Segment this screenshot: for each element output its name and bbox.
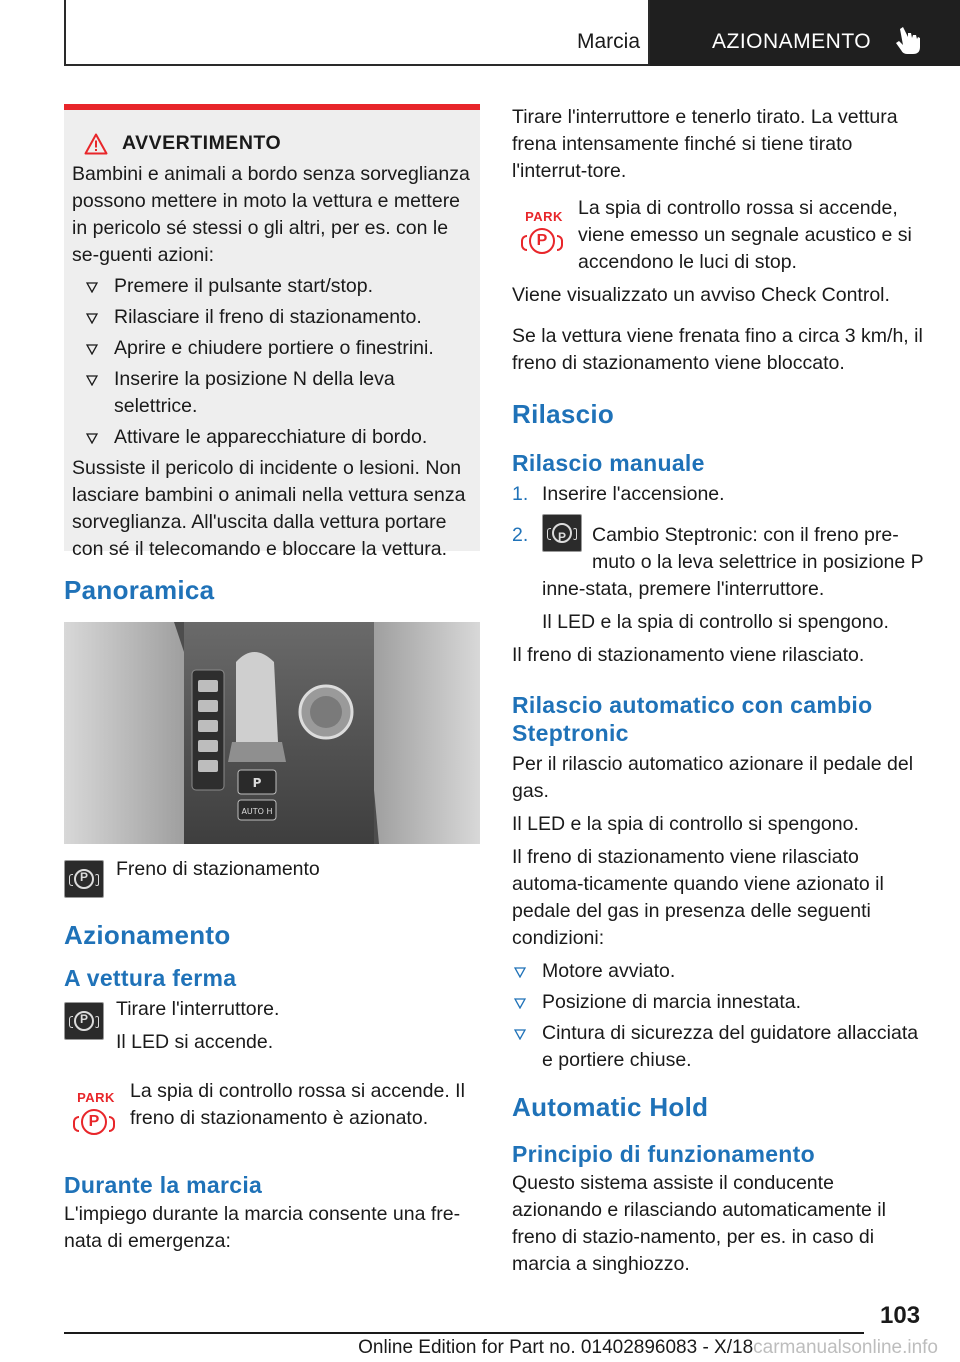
heading-rilascio: Rilascio (512, 399, 615, 429)
list-item: Attivare le apparecchiature di bordo. (72, 424, 472, 451)
figure-label-auto-h: AUTO H (241, 807, 273, 816)
triangle-bullet-icon (514, 998, 526, 1009)
triangle-bullet-icon (86, 433, 98, 444)
park-warning-lamp-icon: PARK P (522, 209, 566, 259)
ferma-park-text: La spia di controllo rossa si accende. Il freno di stazionamento è azionato. (130, 1080, 465, 1129)
step-note: Il LED e la spia di controllo si spengono. (542, 611, 889, 633)
warning-outro: Sussiste il pericolo di incidente o lesioni. Non lasciare bambini o animali nella vettura senza sorveglianza. All'uscita dalla vettura portare con sé il telecomando e bloccare la vettura. (72, 457, 466, 560)
right-column (512, 104, 928, 1278)
figure-caption: Freno di stazionamento (116, 858, 320, 880)
automatic-hold-text: Questo sistema assiste il conducente azionando e rilasciando automaticamente il freno di stazio-namento, per es. in caso di marcia a singhiozzo. (512, 1172, 886, 1275)
heading-azionamento: Azionamento (64, 920, 231, 950)
heading-panoramica: Panoramica (64, 575, 215, 605)
center-console-figure (64, 622, 480, 844)
rilascio-steps (512, 481, 928, 603)
parking-brake-button-icon: P (542, 514, 582, 552)
page-number: 103 (880, 1302, 921, 1329)
heading-rilascio-manuale: Rilascio manuale (512, 450, 705, 476)
list-item: Aprire e chiudere portiere o finestrini. (72, 335, 472, 362)
list-item: Motore avviato. (512, 958, 928, 985)
triangle-bullet-icon (86, 375, 98, 386)
marcia-text: L'impiego durante la marcia consente una fre-nata di emergenza: (64, 1203, 461, 1252)
speed-text: Se la vettura viene frenata fino a circa 3 km/h, il freno di stazionamento viene bloccato. (512, 325, 923, 374)
parking-brake-button-icon: P (64, 1002, 104, 1040)
marcia-continued: Tirare l'interruttore e tenerlo tirato. La vettura frena intensamente finché si tiene tirato l'interrut-tore. (512, 106, 898, 182)
footer-divider (64, 1332, 864, 1334)
header-section-tab (64, 0, 650, 66)
rilascio-result: Il freno di stazionamento viene rilasciato. (512, 644, 865, 666)
heading-vettura-ferma: A vettura ferma (64, 965, 237, 991)
heading-durante-marcia: Durante la marcia (64, 1172, 263, 1198)
heading-rilascio-automatico: Rilascio automatico con cambio Steptronic (512, 692, 873, 746)
caption-row (64, 860, 480, 898)
pointing-hand-icon (892, 25, 924, 57)
ferma-row (64, 996, 480, 1056)
triangle-bullet-icon (86, 344, 98, 355)
warning-intro: Bambini e animali a bordo senza sorveglianza possono mettere in moto la vettura e mettere in pericolo sé stessi o gli altri, per es. con le se-guenti azioni: (72, 163, 470, 266)
edition-text: Online Edition for Part no. 01402896083 - X/18 (358, 1337, 754, 1358)
header-section-title: Marcia (576, 30, 640, 53)
automatico-p1: Per il rilascio automatico azionare il pedale del gas. (512, 753, 914, 802)
automatico-conditions (512, 958, 928, 1074)
warning-box (64, 104, 480, 560)
triangle-bullet-icon (86, 282, 98, 293)
warning-title-text: AVVERTIMENTO (122, 132, 282, 154)
heading-automatic-hold: Automatic Hold (512, 1092, 709, 1122)
automatico-p2: Il LED e la spia di controllo si spengono. (512, 813, 859, 835)
warning-title (72, 132, 472, 155)
footer-edition (0, 1337, 938, 1359)
page-header (64, 0, 960, 66)
warning-list (72, 273, 472, 451)
triangle-bullet-icon (514, 1029, 526, 1040)
check-control-text: Viene visualizzato un avviso Check Control. (512, 284, 890, 306)
automatico-p3: Il freno di stazionamento viene rilasciato automa-ticamente quando viene azionato il pedale del gas in presenza delle seguenti condizioni: (512, 846, 884, 949)
list-item: Premere il pulsante start/stop. (72, 273, 472, 300)
list-item: Inserire la posizione N della leva selettrice. (72, 366, 472, 420)
list-item: 1. Inserire l'accensione. (512, 483, 725, 505)
watermark-text: carmanualsonline.info (753, 1337, 938, 1358)
heading-principio: Principio di funzionamento (512, 1141, 815, 1167)
figure-label-p: P (252, 776, 262, 790)
marcia-park-text: La spia di controllo rossa si accende, viene emesso un segnale acustico e si accendono le luci di stop. (578, 197, 912, 273)
list-item: Rilasciare il freno di stazionamento. (72, 304, 472, 331)
ferma-line-1: Tirare l'interruttore. (116, 998, 280, 1020)
center-console-photo (64, 622, 480, 844)
left-column (64, 104, 480, 1255)
list-item: Posizione di marcia innestata. (512, 989, 928, 1016)
ferma-park-row (64, 1078, 480, 1140)
park-warning-lamp-icon: PARK P (74, 1090, 118, 1140)
parking-brake-button-icon: P (64, 860, 104, 898)
header-chapter-title: AZIONAMENTO (712, 30, 872, 53)
triangle-bullet-icon (514, 967, 526, 978)
list-item: 2. P Cambio Steptronic: con il freno pre-muto o la leva selettrice in posizione P inne-stata, premere l'interruttore. (512, 522, 928, 603)
triangle-bullet-icon (86, 313, 98, 324)
ferma-line-2: Il LED si accende. (116, 1031, 274, 1053)
warning-triangle-icon (84, 133, 108, 155)
marcia-park-row (512, 195, 928, 276)
header-chapter-tab (650, 0, 960, 66)
list-item: Cintura di sicurezza del guidatore allacciata e portiere chiuse. (512, 1020, 928, 1074)
